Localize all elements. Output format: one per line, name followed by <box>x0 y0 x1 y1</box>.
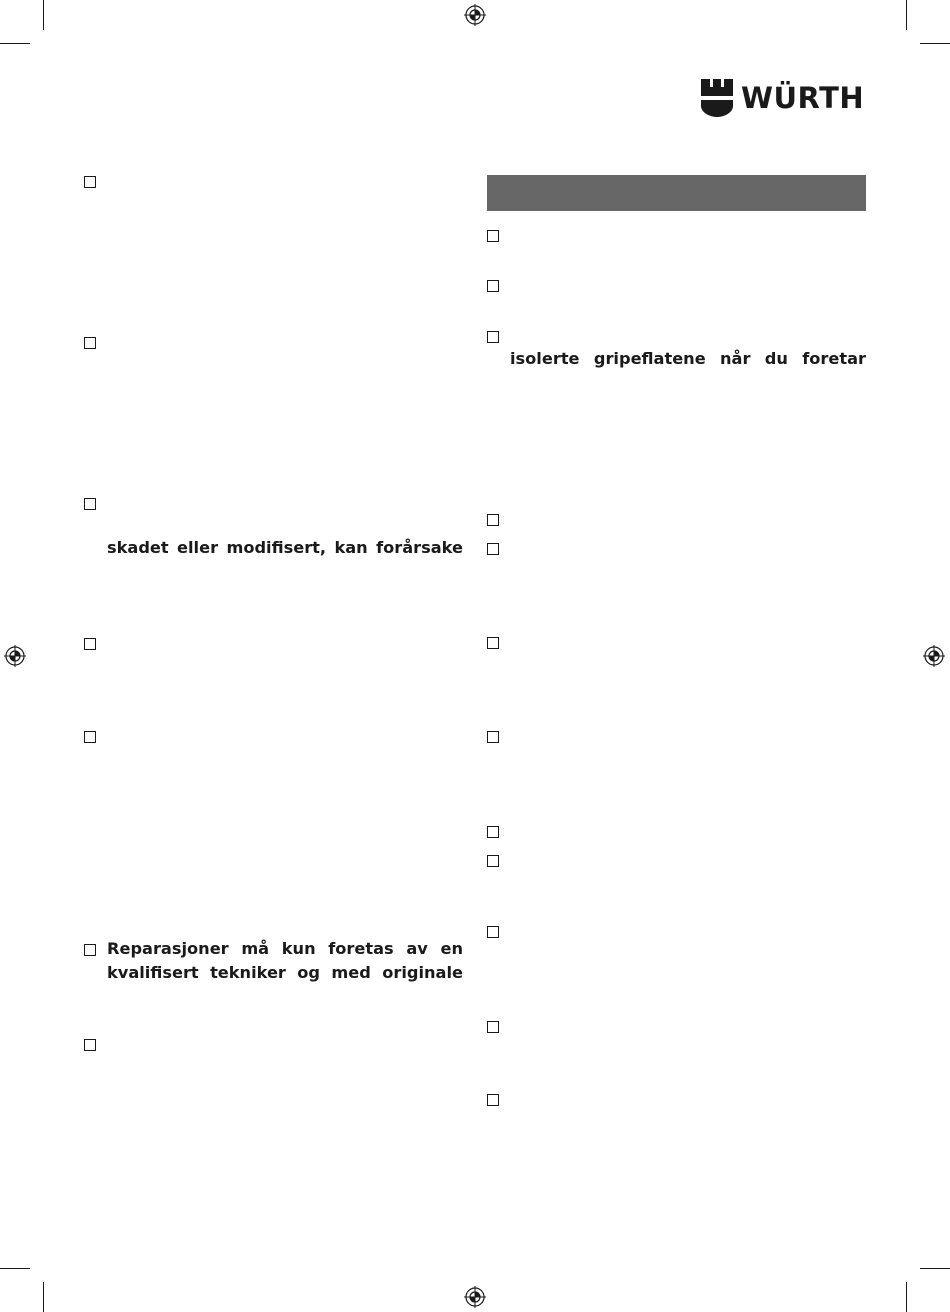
left-item-text-line: Reparasjoner må kun foretas av en <box>107 939 463 958</box>
checkbox-icon <box>84 337 96 349</box>
registration-mark-icon <box>464 4 486 26</box>
checkbox-icon <box>487 331 499 343</box>
wurth-emblem-icon <box>701 79 733 117</box>
checkbox-icon <box>487 731 499 743</box>
registration-mark-icon <box>464 1286 486 1308</box>
checkbox-icon <box>84 176 96 188</box>
crop-mark-bottom-right-v <box>906 1282 907 1312</box>
checkbox-icon <box>487 230 499 242</box>
checkbox-icon <box>487 826 499 838</box>
checkbox-icon <box>487 514 499 526</box>
brand-name: WÜRTH <box>741 80 865 115</box>
wurth-logo <box>701 79 864 117</box>
registration-mark-icon <box>923 645 945 667</box>
left-item-text-line: kvalifisert tekniker og med originale <box>107 963 463 982</box>
registration-mark-icon <box>4 645 26 667</box>
checkbox-icon <box>84 731 96 743</box>
left-item-text-line: skadet eller modifisert, kan forårsake <box>107 538 463 557</box>
right-item-text-line: isolerte gripeflatene når du foretar <box>510 349 866 368</box>
checkbox-icon <box>84 1039 96 1051</box>
checkbox-icon <box>84 638 96 650</box>
checkbox-icon <box>487 1094 499 1106</box>
checkbox-icon <box>84 498 96 510</box>
crop-mark-top-left-h <box>0 43 30 44</box>
checkbox-icon <box>487 637 499 649</box>
checkbox-icon <box>487 926 499 938</box>
crop-mark-top-right-v <box>906 0 907 30</box>
crop-mark-top-right-h <box>920 43 950 44</box>
checkbox-icon <box>487 280 499 292</box>
crop-mark-bottom-right-h <box>920 1268 950 1269</box>
checkbox-icon <box>487 855 499 867</box>
checkbox-icon <box>487 543 499 555</box>
checkbox-icon <box>487 1021 499 1033</box>
crop-mark-top-left-v <box>43 0 44 30</box>
section-header-bar <box>487 175 866 211</box>
checkbox-icon <box>84 944 96 956</box>
crop-mark-bottom-left-h <box>0 1268 30 1269</box>
crop-mark-bottom-left-v <box>43 1282 44 1312</box>
